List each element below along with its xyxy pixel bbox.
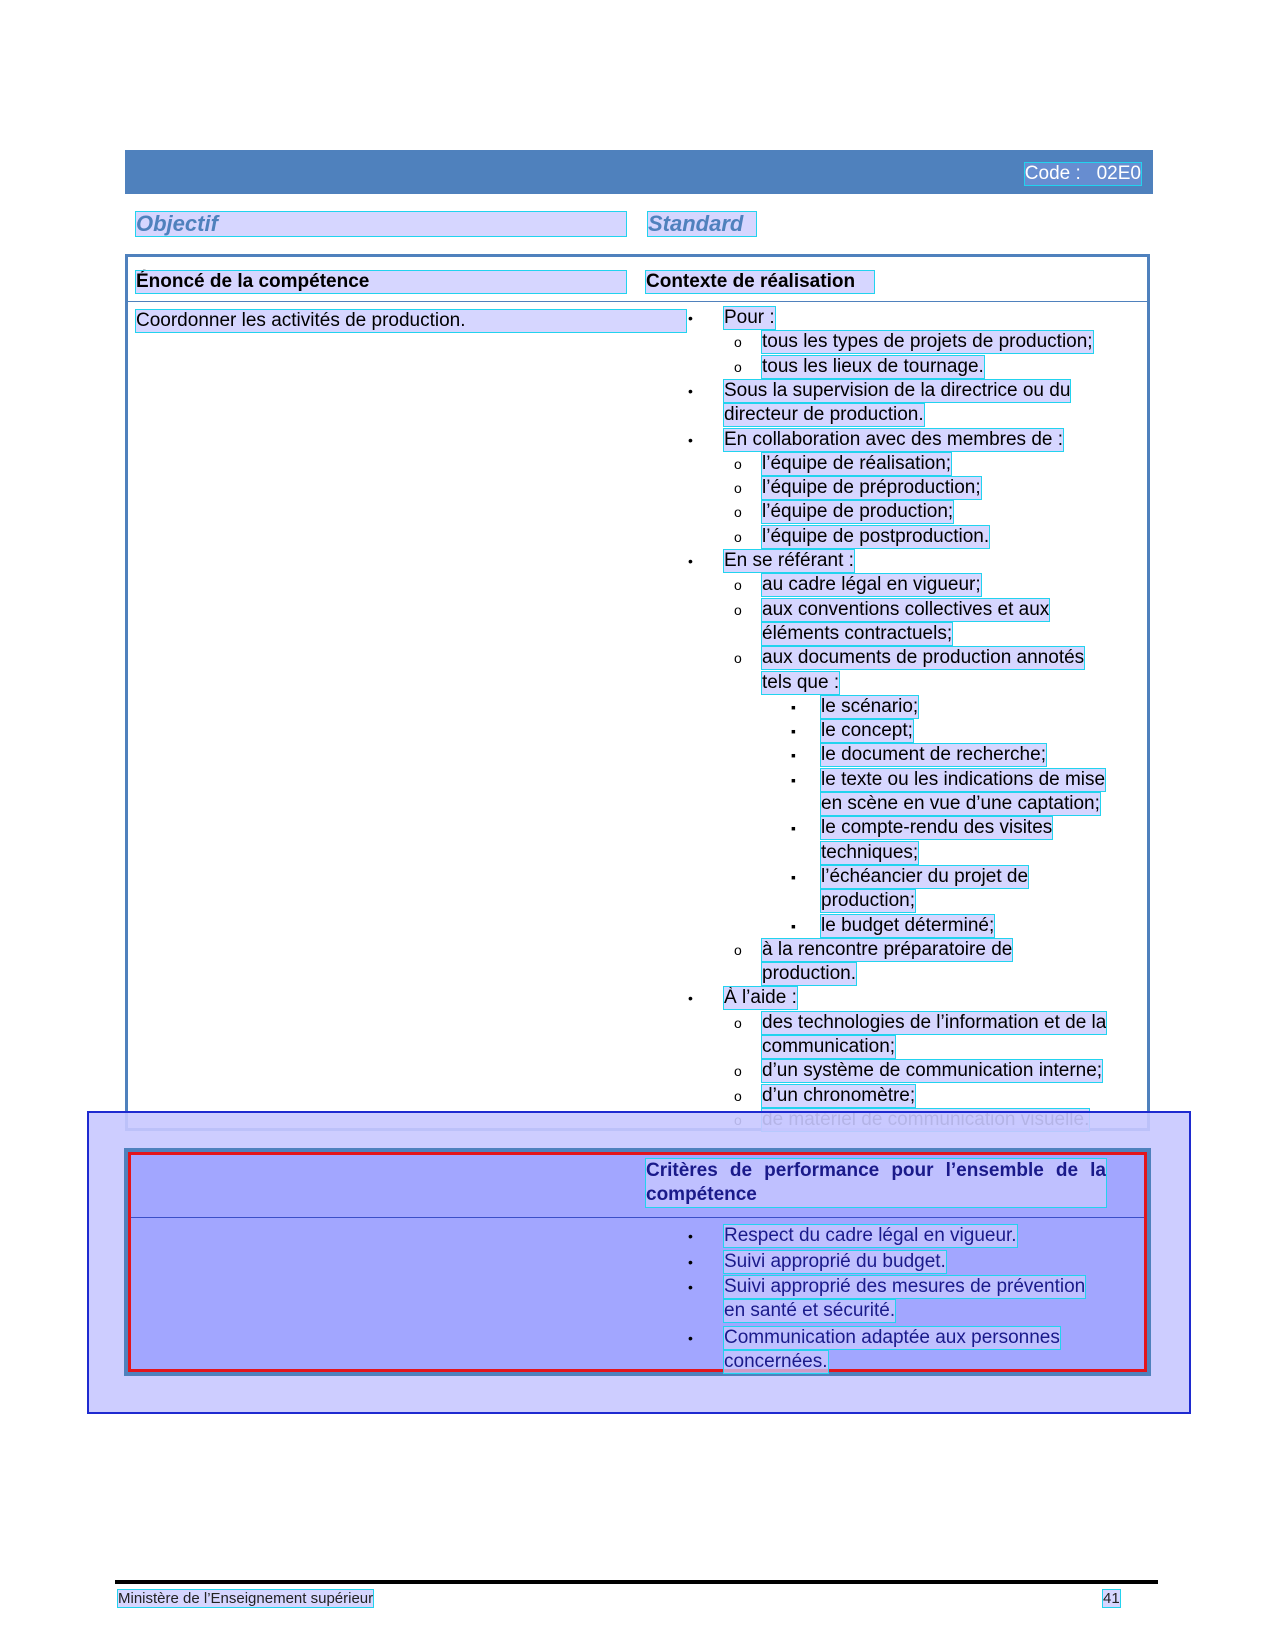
table-header-divider — [128, 301, 1147, 302]
bullet-icon: • — [688, 1279, 693, 1295]
square-bullet-icon: ▪ — [791, 868, 796, 885]
context-item: directeur de production. — [724, 404, 924, 426]
code-header-bar — [125, 150, 1153, 194]
bullet-icon: • — [688, 553, 693, 569]
sub-bullet-icon: o — [734, 1087, 742, 1104]
sub-bullet-icon: o — [734, 650, 742, 667]
context-item: le scénario; — [821, 695, 919, 717]
bullet-icon: • — [688, 382, 693, 399]
objective-heading: Objectif — [136, 212, 626, 236]
criteria-heading: Critères de performance pour l’ensemble de la compétence — [646, 1160, 1106, 1205]
sub-bullet-icon: o — [734, 941, 742, 958]
context-item: tels que : — [762, 671, 840, 693]
context-item: le budget déterminé; — [821, 914, 995, 936]
context-item: production; — [821, 890, 916, 912]
square-bullet-icon: ▪ — [791, 698, 796, 715]
criterion-item: Suivi approprié des mesures de prévention — [724, 1276, 1086, 1297]
context-item: au cadre légal en vigueur; — [762, 574, 981, 596]
context-item: aux documents de production annotés — [762, 647, 1085, 669]
context-item: Sous la supervision de la directrice ou du — [724, 379, 1071, 401]
bullet-icon: • — [688, 1228, 693, 1244]
bullet-icon: • — [688, 1330, 693, 1346]
context-item: l’équipe de préproduction; — [762, 477, 981, 499]
sub-bullet-icon: o — [734, 334, 742, 351]
square-bullet-icon: ▪ — [791, 820, 796, 837]
context-item: l’équipe de postproduction. — [762, 525, 990, 547]
context-item: à la rencontre préparatoire de — [762, 938, 1013, 960]
sub-bullet-icon: o — [734, 455, 742, 472]
context-item: l’équipe de réalisation; — [762, 452, 952, 474]
context-item: d’un système de communication interne; — [762, 1060, 1103, 1082]
sub-bullet-icon: o — [734, 358, 742, 375]
footer-ministry: Ministère de l’Enseignement supérieur — [118, 1590, 374, 1607]
standard-heading: Standard — [648, 212, 756, 236]
context-item: tous les lieux de tournage. — [762, 355, 984, 377]
criteria-header-divider — [131, 1217, 1144, 1218]
context-item: l’échéancier du projet de — [821, 865, 1029, 887]
context-item: d’un chronomètre; — [762, 1084, 916, 1106]
square-bullet-icon: ▪ — [791, 747, 796, 764]
context-item: éléments contractuels; — [762, 622, 953, 644]
context-item: tous les types de projets de production; — [762, 331, 1093, 353]
criterion-item: concernées. — [724, 1351, 828, 1372]
criterion-item: Respect du cadre légal en vigueur. — [724, 1225, 1017, 1246]
page-number: 41 — [1103, 1590, 1120, 1607]
sub-bullet-icon: o — [734, 1014, 742, 1031]
competence-statement: Coordonner les activités de production. — [136, 310, 686, 332]
criterion-item: Communication adaptée aux personnes — [724, 1327, 1060, 1348]
footer-rule — [115, 1580, 1158, 1584]
code-label: Code : 02E0 — [1024, 163, 1141, 184]
square-bullet-icon: ▪ — [791, 723, 796, 740]
square-bullet-icon: ▪ — [791, 771, 796, 788]
context-item: le compte-rendu des visites — [821, 817, 1053, 839]
criterion-item: Suivi approprié du budget. — [724, 1251, 946, 1272]
context-item: En se référant : — [724, 550, 854, 571]
context-item: le document de recherche; — [821, 744, 1046, 766]
context-item: des technologies de l’information et de la — [762, 1011, 1107, 1033]
sub-bullet-icon: o — [734, 1063, 742, 1080]
context-item: techniques; — [821, 841, 919, 863]
bullet-icon: • — [688, 990, 693, 1007]
contexte-heading: Contexte de réalisation — [646, 271, 874, 293]
context-item: Pour : — [724, 307, 775, 328]
square-bullet-icon: ▪ — [791, 917, 796, 934]
sub-bullet-icon: o — [734, 528, 742, 545]
context-item: le concept; — [821, 720, 913, 742]
context-item: À l’aide : — [724, 987, 797, 1009]
context-item: en scène en vue d’une captation; — [821, 793, 1100, 814]
context-item: communication; — [762, 1036, 896, 1057]
bullet-icon: • — [688, 431, 693, 448]
bullet-icon: • — [688, 1254, 693, 1270]
sub-bullet-icon: o — [734, 577, 742, 594]
context-item: production. — [762, 963, 857, 985]
sub-bullet-icon: o — [734, 480, 742, 497]
sub-bullet-icon: o — [734, 504, 742, 521]
context-item: le texte ou les indications de mise — [821, 768, 1106, 790]
criterion-item: en santé et sécurité. — [724, 1300, 896, 1321]
context-item: aux conventions collectives et aux — [762, 598, 1050, 620]
bullet-icon: • — [688, 310, 693, 326]
sub-bullet-icon: o — [734, 601, 742, 618]
context-item: En collaboration avec des membres de : — [724, 428, 1064, 450]
enonce-heading: Énoncé de la compétence — [136, 271, 626, 293]
context-item: l’équipe de production; — [762, 501, 954, 523]
